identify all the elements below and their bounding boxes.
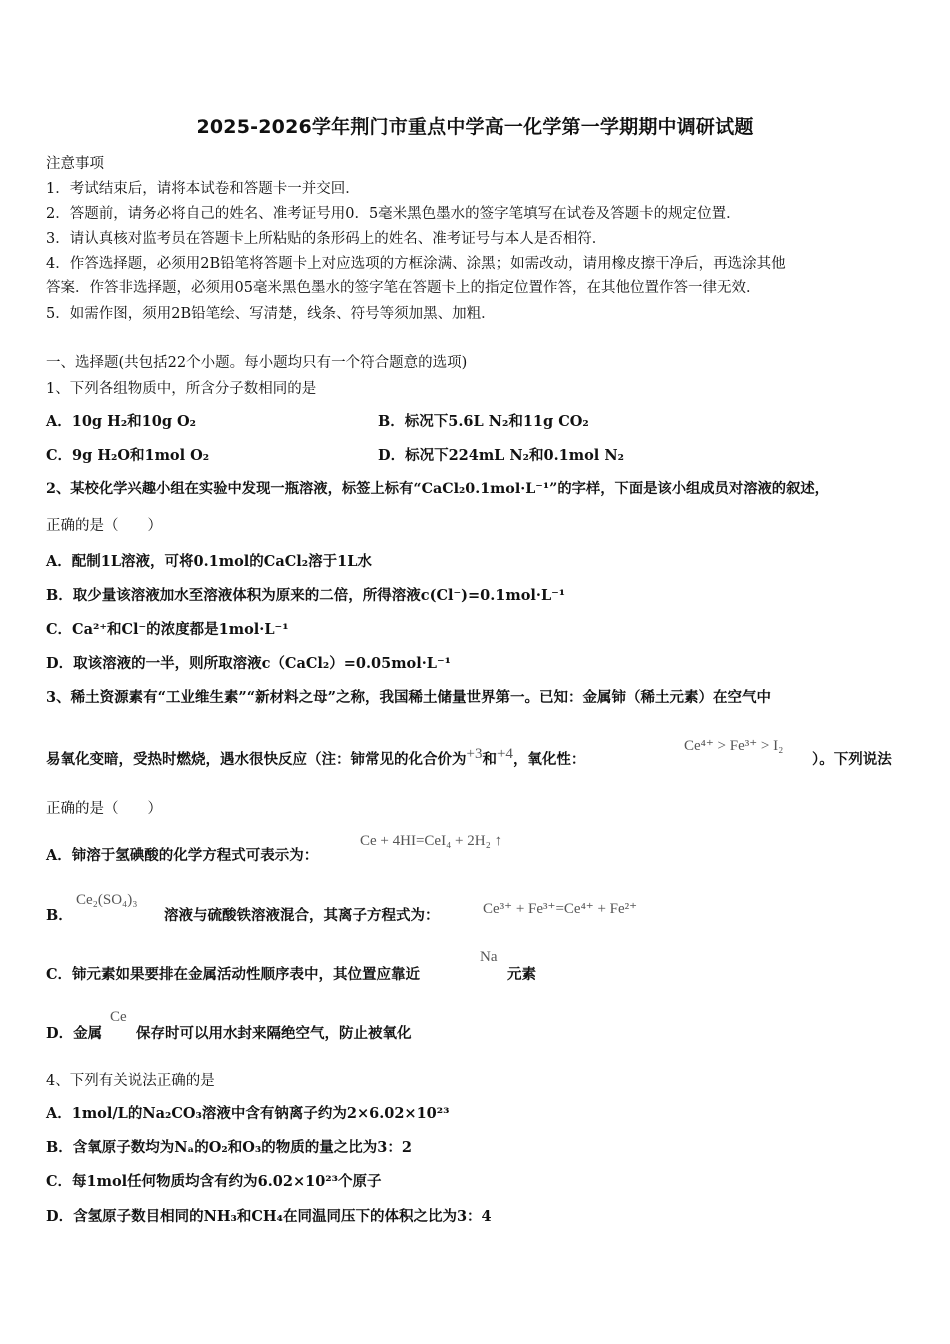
q4-option-d: D．含氢原子数目相同的NH₃和CH₄在同温同压下的体积之比为3：4 xyxy=(46,1208,492,1225)
element-ce: Ce xyxy=(110,1009,127,1025)
q3-option-b-prefix: B． xyxy=(46,907,73,924)
q3-stem-line2 xyxy=(46,748,585,769)
notice-item-1: 1．考试结束后，请将本试卷和答题卡一并交回． xyxy=(46,181,360,197)
q3-stem-line1: 3、稀土资源素有“工业维生素”“新材料之母”之称，我国稀土储量世界第一。已知：金属铈（稀土元素）在空气中 xyxy=(46,689,771,706)
q2-option-d: D．取该溶液的一半，则所取溶液c（CaCl₂）=0.05mol·L⁻¹ xyxy=(46,655,451,672)
valence-plus3: +3 xyxy=(466,746,483,762)
q3-option-b-text: 溶液与硫酸铁溶液混合，其离子方程式为： xyxy=(164,907,440,924)
q1-option-c: C．9g H₂O和1mol O₂ xyxy=(46,447,210,464)
q3-option-b-formula: Ce₂(SO₄)₃ xyxy=(76,892,138,908)
oxidation-order-formula: Ce⁴⁺ > Fe³⁺ > I₂ xyxy=(684,738,784,754)
q3-stem-text-a: 易氧化变暗，受热时燃烧，遇水很快反应（注：铈常见的化合价为 xyxy=(46,751,467,768)
q1-option-b: B．标况下5.6L N₂和11g CO₂ xyxy=(378,413,589,430)
q2-stem-line1: 2、某校化学兴趣小组在实验中发现一瓶溶液，标签上标有“CaCl₂0.1mol·L⁻¹”的字样，下面是该小组成员对溶液的叙述， xyxy=(46,481,829,497)
q1-option-a: A．10g H₂和10g O₂ xyxy=(46,413,197,430)
q3-stem-line3: 正确的是（ ） xyxy=(46,801,162,817)
q4-stem: 4、下列有关说法正确的是 xyxy=(46,1073,215,1089)
notice-item-2: 2．答题前，请务必将自己的姓名、准考证号用0．5毫米黑色墨水的签字笔填写在试卷及答题卡的规定位置． xyxy=(46,206,741,222)
q3-option-d-tail: 保存时可以用水封来隔绝空气，防止被氧化 xyxy=(136,1025,412,1042)
q2-stem-line2: 正确的是（ ） xyxy=(46,518,162,534)
notice-item-4: 4．作答选择题，必须用2B铅笔将答题卡上对应选项的方框涂满、涂黑；如需改动，请用橡皮擦干净后，再选涂其他 xyxy=(46,256,786,272)
q3-option-a: A．铈溶于氢碘酸的化学方程式可表示为： xyxy=(46,847,319,864)
section-heading: 一、选择题(共包括22个小题。每小题均只有一个符合题意的选项) xyxy=(46,355,468,371)
q3-stem-text-b: 和 xyxy=(482,751,497,768)
q3-option-c-tail: 元素 xyxy=(507,966,536,983)
notice-heading: 注意事项 xyxy=(46,156,104,172)
element-na: Na xyxy=(480,949,498,965)
q2-option-c: C．Ca²⁺和Cl⁻的浓度都是1mol·L⁻¹ xyxy=(46,621,289,638)
q3-option-b-equation: Ce³⁺ + Fe³⁺=Ce⁴⁺ + Fe²⁺ xyxy=(483,901,638,917)
q3-stem-text-d: ）。下列说法 xyxy=(812,751,892,768)
notice-item-3: 3．请认真核对监考员在答题卡上所粘贴的条形码上的姓名、准考证号与本人是否相符． xyxy=(46,231,607,247)
q4-option-b: B．含氧原子数均为Nₐ的O₂和O₃的物质的量之比为3：2 xyxy=(46,1139,412,1156)
notice-item-4-cont: 答案．作答非选择题，必须用05毫米黑色墨水的签字笔在答题卡上的指定位置作答，在其他位置作答一律无效． xyxy=(46,280,761,296)
q3-option-a-equation: Ce + 4HI=CeI₄ + 2H₂ ↑ xyxy=(360,833,503,849)
notice-item-5: 5．如需作图，须用2B铅笔绘、写清楚，线条、符号等须加黑、加粗． xyxy=(46,306,496,322)
valence-plus4: +4 xyxy=(496,746,513,762)
q3-stem-text-c: ，氧化性： xyxy=(512,751,586,768)
q3-option-d: D．金属 xyxy=(46,1025,103,1042)
q4-option-c: C．每1mol任何物质均含有约为6.02×10²³个原子 xyxy=(46,1173,382,1190)
q4-option-a: A．1mol/L的Na₂CO₃溶液中含有钠离子约为2×6.02×10²³ xyxy=(46,1105,450,1122)
q3-option-c: C．铈元素如果要排在金属活动性顺序表中，其位置应靠近 xyxy=(46,966,421,983)
q1-option-d: D．标况下224mL N₂和0.1mol N₂ xyxy=(378,447,624,464)
q1-stem: 1、下列各组物质中，所含分子数相同的是 xyxy=(46,381,317,397)
q2-option-b: B．取少量该溶液加水至溶液体积为原来的二倍，所得溶液c(Cl⁻)=0.1mol·L⁻¹ xyxy=(46,587,566,604)
page-title: 2025-2026学年荆门市重点中学高一化学第一学期期中调研试题 xyxy=(196,116,754,138)
q2-option-a: A．配制1L溶液，可将0.1mol的CaCl₂溶于1L水 xyxy=(46,553,372,570)
